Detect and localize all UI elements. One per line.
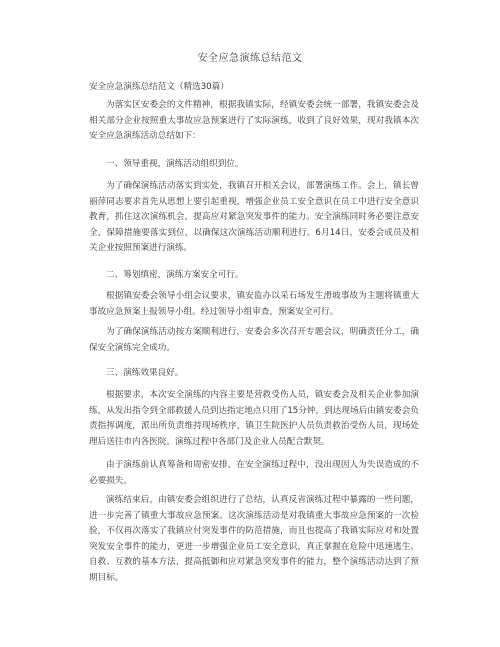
paragraph-section-2a: 根据镇安委会领导小组会议要求，镇安监办以采石场发生滑坡事故为主题将镇重大事故应急预案上报领导小组。经过领导小组审查，预案安全可行。	[89, 291, 419, 317]
section-heading-1: 一、领导重视，演练活动组织到位。	[106, 159, 244, 169]
section-heading-3: 三、演练效果良好。	[106, 368, 184, 378]
page-title: 安全应急演练总结范文	[197, 53, 303, 64]
paragraph-conclusion: 演练结束后，由镇安委会组织进行了总结，认真反省演练过程中暴露的一些问题，进一步完善了镇重大事故应急预案。这次演练活动是对我镇重大事故应急预案的一次检验，不仅再次落实了我镇应付突发事件的防范措施，而且也提高了我镇实际应对和处置突发安全事件的能力，更进一步增强企业员工安全意识，真正掌握在危险中迅速逃生、自救、互救的基本方法，提高抵御和应对紧急突发事件的能力，整个演练活动达到了预期目标。	[89, 495, 419, 583]
paragraph-section-3b: 由于演练前认真筹备和周密安排，在安全演练过程中，没出现因人为失误造成的不必要损失。	[89, 460, 419, 486]
section-heading-2: 二、筹划缜密，演练方案安全可行。	[106, 270, 244, 280]
paragraph-section-2b: 为了确保演练活动按方案顺利进行，安委会多次召开专题会议，明确责任分工，确保安全演练完全成功。	[89, 327, 419, 353]
paragraph-intro: 为落实区安委会的文件精神，根据我镇实际，经镇安委会统一部署，我镇安委会及相关部分企业按照重大事故应急预案进行了实际演练，收到了良好效果，现对我镇本次安全应急演练活动总结如下：	[89, 100, 419, 141]
paragraph-section-1: 为了确保演练活动落实到实处，我镇召开相关会议，部署演练工作。会上，镇长曾丽萍同志要求首先从思想上要引起重视，增强企业员工安全意识在员工中进行安全意识教育，抓住这次演练机会，提高应对紧急突发事件的能力。安全演练同时务必要注意安全，保障措施要落实到位，以确保这次演练活动顺利进行。6月14日，安委会成员及相关企业按照预案进行演练。	[89, 181, 419, 253]
document-subtitle: 安全应急演练总结范文（精选30篇）	[89, 82, 229, 92]
paragraph-section-3a: 根据要求，本次安全演练的内容主要是营救受伤人员，镇安委会及相关企业参加演练，从发出指令到全部救援人员到达指定地点只用了15分钟，到达现场后由镇安委会负责指挥调度，派出所负责维持现场秩序，镇卫生院医护人员负责救治受伤人员，现场处理后送往市内各医院。演练过程中各部门及企业人员配合默契。	[89, 390, 419, 447]
